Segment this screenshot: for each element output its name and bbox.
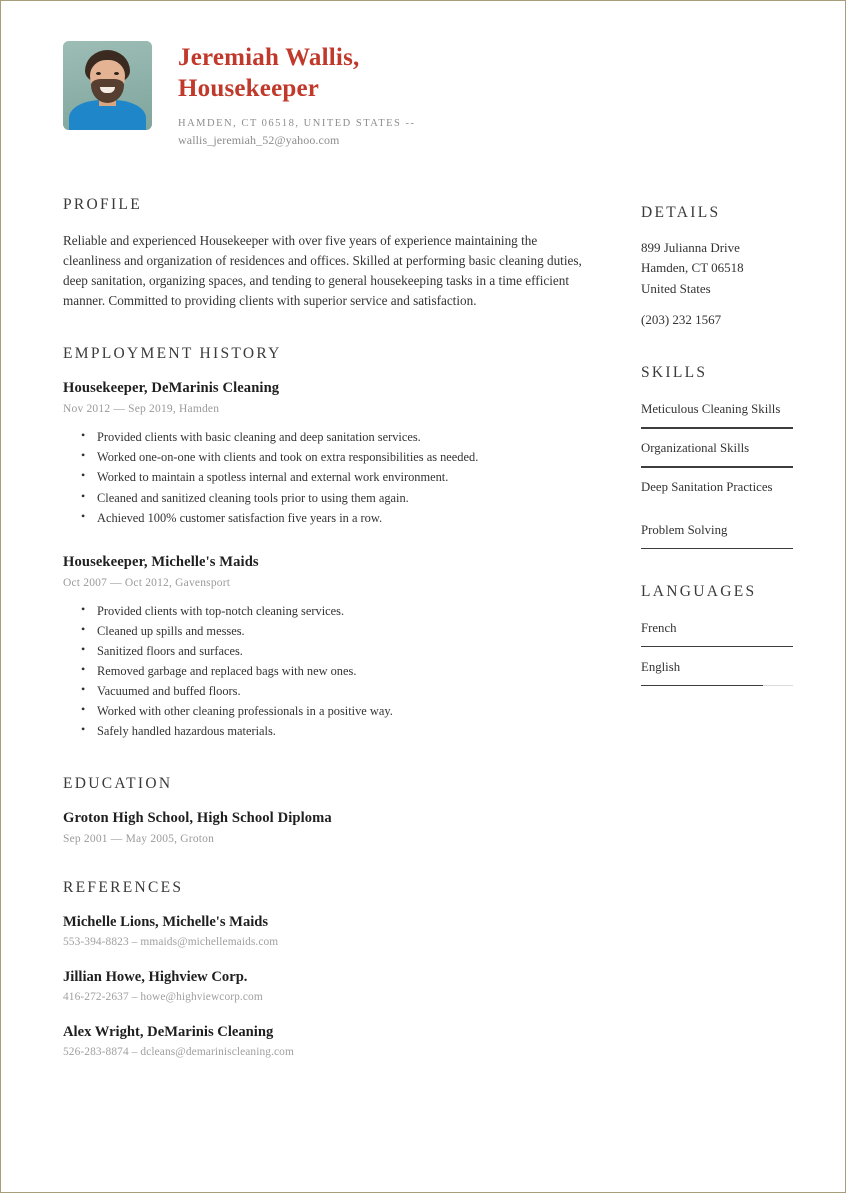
language-rating-bar [641, 685, 793, 686]
list-item: • Worked one-on-one with clients and took on extra responsibilities as needed. [97, 447, 593, 467]
skill-rating-bar [641, 548, 793, 549]
header-location: HAMDEN, CT 06518, UNITED STATES -- [178, 118, 416, 129]
candidate-name: Jeremiah Wallis, [178, 44, 360, 71]
education-entry [63, 810, 593, 845]
language-rating-bar [641, 646, 793, 647]
skill-item [641, 476, 801, 496]
skill-rating-fill [641, 548, 793, 549]
reference-contact: 553-394-8823 – mmaids@michellemaids.com [63, 936, 279, 949]
section-references [63, 879, 593, 1058]
education-heading: EDUCATION [63, 775, 173, 793]
resume-sheet [1, 1, 845, 1192]
job-dates-location: Oct 2007 — Oct 2012, Gavensport [63, 576, 231, 589]
address-line-2: Hamden, CT 06518 [641, 260, 744, 276]
skill-item [641, 519, 801, 549]
job-dates-location: Nov 2012 — Sep 2019, Hamden [63, 403, 220, 416]
reference-name: Michelle Lions, Michelle's Maids [63, 914, 269, 931]
header-text-block [178, 41, 416, 148]
resume-header [63, 41, 789, 148]
employment-entry [63, 554, 593, 742]
list-item: • Safely handled hazardous materials. [97, 721, 593, 741]
list-item: • Vacuumed and buffed floors. [97, 681, 593, 701]
avatar-eye-right [114, 72, 119, 75]
header-email: wallis_jeremiah_52@yahoo.com [178, 133, 340, 147]
section-profile [63, 196, 593, 311]
references-heading: REFERENCES [63, 879, 184, 897]
language-item [641, 617, 801, 647]
skill-rating-fill [641, 427, 793, 428]
profile-text: Reliable and experienced Housekeeper with over five years of experience maintaining the cleanliness and organization of residences and offices. Skilled at performing basic cleaning duties, deep sanitation, organizing spaces, and tending to general housekeeping tasks in a time efficient manner. Committed to providing clients with superior service and satisfaction. [63, 233, 582, 309]
page-title [178, 43, 416, 104]
list-item: • Sanitized floors and surfaces. [97, 641, 593, 661]
list-item: • Provided clients with top-notch cleaning services. [97, 601, 593, 621]
profile-heading: PROFILE [63, 196, 142, 213]
list-item: • Cleaned and sanitized cleaning tools prior to using them again. [97, 488, 593, 508]
reference-name: Alex Wright, DeMarinis Cleaning [63, 1024, 274, 1041]
education-dates-location: Sep 2001 — May 2005, Groton [63, 833, 215, 846]
address-line-1: 899 Julianna Drive [641, 240, 740, 255]
skill-rating-bar [641, 427, 793, 428]
employment-entry [63, 380, 593, 527]
skills-heading: SKILLS [641, 364, 708, 382]
employment-heading: EMPLOYMENT HISTORY [63, 345, 282, 363]
candidate-job-title: Housekeeper [178, 74, 320, 102]
language-rating-fill [641, 646, 793, 647]
details-heading: DETAILS [641, 204, 721, 221]
language-label: French [641, 620, 677, 635]
job-title: Housekeeper, DeMarinis Cleaning [63, 380, 280, 397]
languages-heading: LANGUAGES [641, 582, 757, 600]
job-title: Housekeeper, Michelle's Maids [63, 553, 259, 570]
list-item: • Worked to maintain a spotless internal and external work environment. [97, 467, 593, 487]
main-column [63, 196, 593, 1092]
skill-label: Deep Sanitation Practices [641, 480, 773, 495]
skill-label: Organizational Skills [641, 441, 750, 456]
language-label: English [641, 659, 681, 674]
skill-label: Problem Solving [641, 522, 728, 537]
section-languages [641, 583, 801, 686]
language-rating-remainder [763, 685, 793, 686]
skill-rating-fill [641, 466, 793, 467]
reference-entry [63, 1024, 593, 1058]
skill-label: Meticulous Cleaning Skills [641, 402, 781, 417]
avatar-eye-left [96, 72, 101, 75]
reference-entry [63, 969, 593, 1003]
list-item: • Removed garbage and replaced bags with new ones. [97, 661, 593, 681]
section-details [641, 204, 801, 330]
reference-contact: 526-283-8874 – dcleans@demariniscleaning.com [63, 1046, 294, 1059]
list-item: • Worked with other cleaning professionals in a positive way. [97, 701, 593, 721]
address-line-3: United States [641, 280, 711, 296]
section-employment-history [63, 345, 593, 741]
language-item [641, 656, 801, 686]
phone-number: (203) 232 1567 [641, 311, 722, 327]
sidebar-column [641, 196, 801, 720]
details-address [641, 238, 801, 330]
skill-item [641, 398, 801, 428]
language-rating-fill [641, 685, 763, 686]
job-bullet-list [63, 601, 593, 742]
skill-rating-bar [641, 466, 793, 467]
education-title: Groton High School, High School Diploma [63, 810, 332, 827]
list-item: • Provided clients with basic cleaning and deep sanitation services. [97, 427, 593, 447]
job-bullet-list [63, 427, 593, 527]
content-columns [63, 196, 789, 1092]
avatar [63, 41, 152, 130]
list-item: • Achieved 100% customer satisfaction five years in a row. [97, 508, 593, 528]
reference-entry [63, 914, 593, 948]
reference-name: Jillian Howe, Highview Corp. [63, 969, 248, 986]
section-skills [641, 364, 801, 549]
skill-item [641, 437, 801, 467]
section-education [63, 775, 593, 845]
reference-contact: 416-272-2637 – howe@highviewcorp.com [63, 991, 263, 1004]
list-item: • Cleaned up spills and messes. [97, 621, 593, 641]
